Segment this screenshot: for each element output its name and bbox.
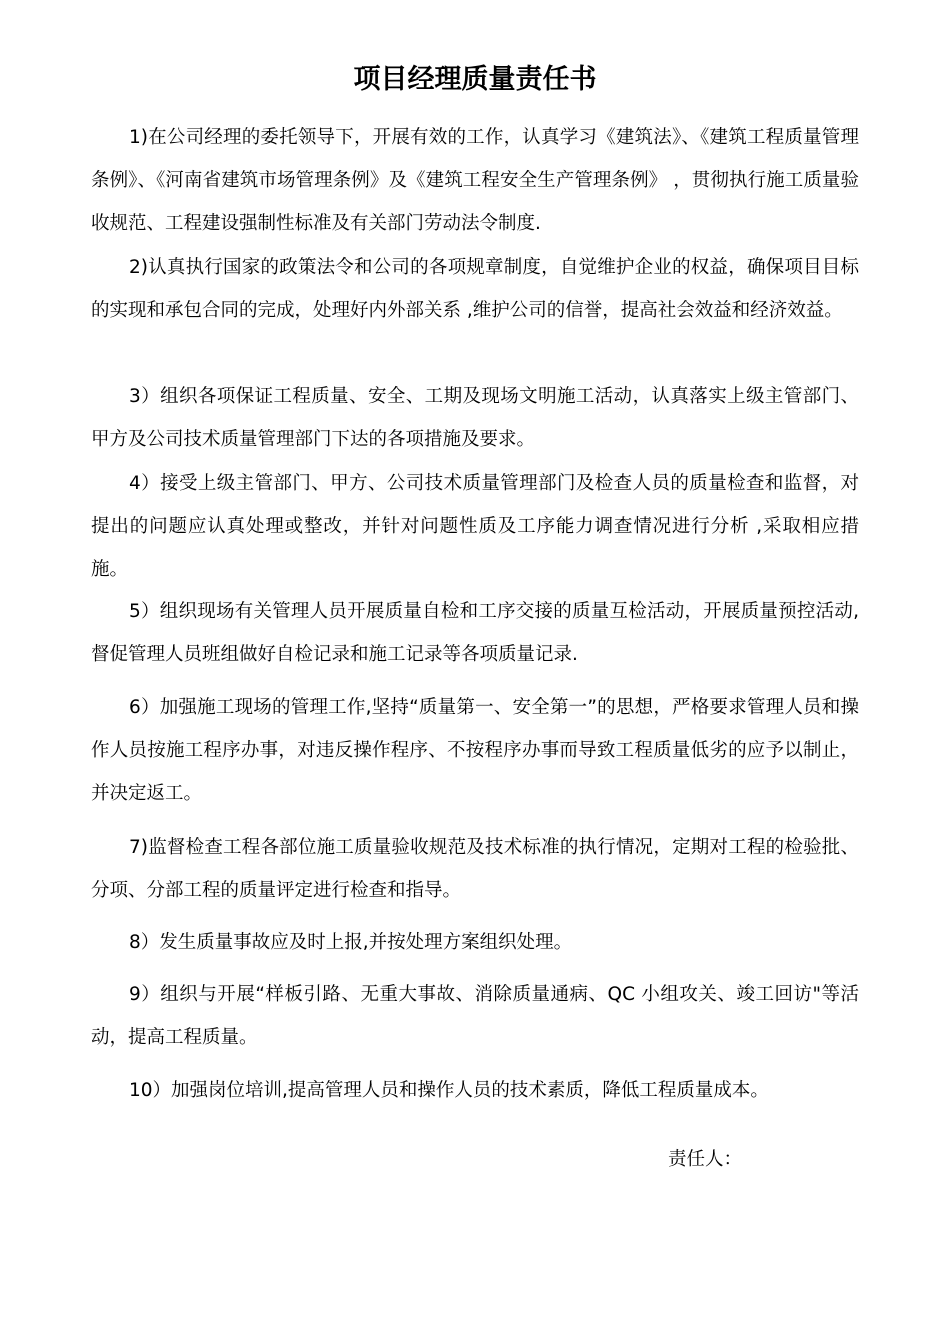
paragraph-5: 5）组织现场有关管理人员开展质量自检和工序交接的质量互检活动，开展质量预控活动,督促管理人员班组做好自检记录和施工记录等各项质量记录. [91, 601, 859, 665]
paragraph-3: 3）组织各项保证工程质量、安全、工期及现场文明施工活动，认真落实上级主管部门、甲方及公司技术质量管理部门下达的各项措施及要求。 [91, 386, 859, 450]
document-title: 项目经理质量责任书 [353, 64, 597, 95]
signature-label: 责任人： [668, 1149, 743, 1170]
paragraph-7: 7)监督检查工程各部位施工质量验收规范及技术标准的执行情况，定期对工程的检验批、分项、分部工程的质量评定进行检查和指导。 [91, 837, 859, 901]
paragraph-8: 8）发生质量事故应及时上报,并按处理方案组织处理。 [129, 932, 573, 953]
paragraph-9: 9）组织与开展“样板引路、无重大事故、消除质量通病、QC 小组攻关、竣工回访"等活动，提高工程质量。 [91, 984, 859, 1048]
paragraph-1: 1)在公司经理的委托领导下，开展有效的工作，认真学习《建筑法》、《建筑工程质量管理条例》、《河南省建筑市场管理条例》及《建筑工程安全生产管理条例》 ，贯彻执行施工质量验收规范、工程建设强制性标准及有关部门劳动法令制度. [91, 127, 859, 234]
paragraph-6: 6）加强施工现场的管理工作,坚持“质量第一、安全第一”的思想，严格要求管理人员和操作人员按施工程序办事，对违反操作程序、不按程序办事而导致工程质量低劣的应予以制止，并决定返工。 [91, 697, 859, 804]
paragraph-4: 4）接受上级主管部门、甲方、公司技术质量管理部门及检查人员的质量检查和监督，对提出的问题应认真处理或整改，并针对问题性质及工序能力调查情况进行分析 ,采取相应措施。 [91, 473, 859, 580]
paragraph-2: 2)认真执行国家的政策法令和公司的各项规章制度，自觉维护企业的权益，确保项目目标的实现和承包合同的完成，处理好内外部关系 ,维护公司的信誉，提高社会效益和经济效益。 [91, 257, 859, 321]
paragraph-10: 10）加强岗位培训,提高管理人员和操作人员的技术素质，降低工程质量成本。 [129, 1080, 769, 1101]
